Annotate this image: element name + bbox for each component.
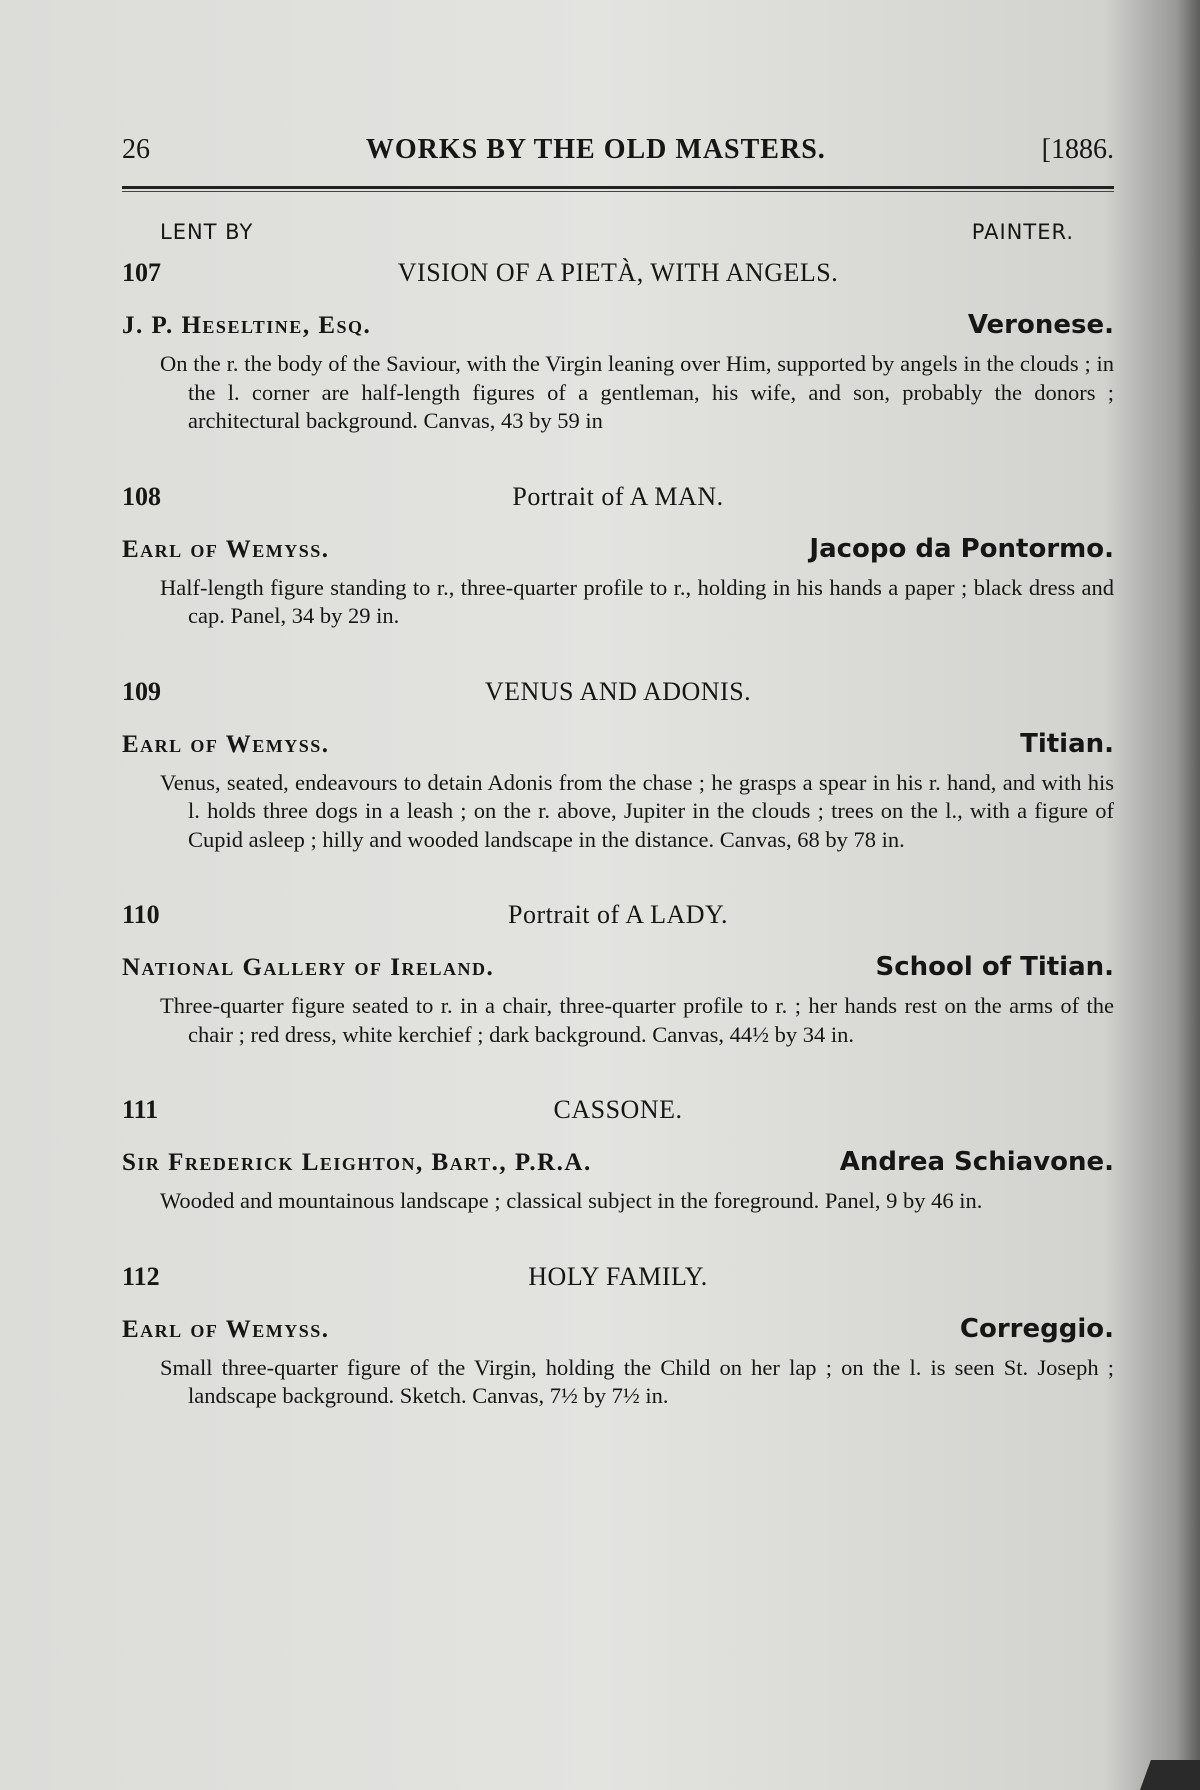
entry-number: 111 xyxy=(122,1095,159,1124)
lender-line xyxy=(122,1147,1114,1177)
entry-heading xyxy=(122,482,1114,522)
catalogue-entry xyxy=(122,677,1114,855)
entry-description: Half-length figure standing to r., three-quarter profile to r., holding in his hands a paper ; black dress and cap. Panel, 34 by 29 in. xyxy=(160,574,1114,628)
painter: Andrea Schiavone. xyxy=(839,1147,1114,1177)
entry-title: Portrait of A LADY. xyxy=(508,900,728,929)
running-head xyxy=(122,134,1114,166)
entry-heading xyxy=(122,900,1114,940)
entry-number: 108 xyxy=(122,481,161,511)
entry-description: Wooded and mountainous landscape ; classical subject in the foreground. Panel, 9 by 46 in. xyxy=(160,1188,983,1213)
year: [1886. xyxy=(1041,134,1114,165)
catalogue-entry xyxy=(122,900,1114,1049)
lender: National Gallery of Ireland. xyxy=(122,954,495,981)
painter-heading: PAINTER. xyxy=(971,220,1074,244)
entry-heading xyxy=(122,1095,1114,1135)
entry-number: 110 xyxy=(122,900,160,929)
painter: School of Titian. xyxy=(875,952,1114,982)
painter: Jacopo da Pontormo. xyxy=(809,533,1114,564)
entry-description: Small three-quarter figure of the Virgin, holding the Child on her lap ; on the l. is seen St. Joseph ; landscape background. Sketch. Canvas, 7½ by 7½ in. xyxy=(160,1354,1114,1408)
page-number: 26 xyxy=(122,134,150,165)
entry-title: HOLY FAMILY. xyxy=(528,1261,708,1291)
entry-heading xyxy=(122,1262,1114,1302)
catalogue-entry xyxy=(122,482,1114,631)
catalogue-entry xyxy=(122,258,1114,436)
lender: Sir Frederick Leighton, Bart., P.R.A. xyxy=(122,1149,592,1176)
header-rule xyxy=(122,186,1114,192)
lender-line xyxy=(122,729,1114,759)
lender-line xyxy=(122,1314,1114,1344)
entry-title: VISION OF A PIETÀ, WITH ANGELS. xyxy=(397,258,839,287)
lent-by-heading: LENT BY xyxy=(160,220,254,244)
entry-description: On the r. the body of the Saviour, with the Virgin leaning over Him, supported by angels in the clouds ; in the l. corner are half-length figures of a gentleman, his wife, and son, probably the donors ; architectural background. Canvas, 43 by 59 in xyxy=(160,351,1114,433)
catalogue-entry xyxy=(122,1095,1114,1216)
entry-heading xyxy=(122,258,1114,298)
painter: Titian. xyxy=(1020,728,1114,759)
column-headings xyxy=(160,220,1074,244)
lender-line xyxy=(122,952,1114,982)
entry-title: VENUS AND ADONIS. xyxy=(484,676,752,706)
entry-heading xyxy=(122,677,1114,717)
entry-number: 109 xyxy=(122,676,161,706)
entry-description: Venus, seated, endeavours to detain Adonis from the chase ; he grasps a spear in his r. hand, and with his l. holds three dogs in a leash ; on the r. above, Jupiter in the clouds ; trees on the l., with a figure of Cupid asleep ; hilly and wooded landscape in the distance. Canvas, 68 by 78 in. xyxy=(160,769,1114,852)
entry-number: 112 xyxy=(122,1261,160,1291)
lender: Earl of Wemyss. xyxy=(122,535,330,563)
painter: Veronese. xyxy=(967,310,1114,340)
lender: J. P. Heseltine, Esq. xyxy=(122,312,372,339)
painter: Correggio. xyxy=(959,1313,1114,1344)
lender-line xyxy=(122,310,1114,340)
lender: Earl of Wemyss. xyxy=(122,1315,330,1343)
lender: Earl of Wemyss. xyxy=(122,730,330,758)
entry-title: CASSONE. xyxy=(553,1095,683,1124)
entry-description: Three-quarter figure seated to r. in a chair, three-quarter profile to r. ; her hands rest on the arms of the chair ; red dress, white kerchief ; dark background. Canvas, 44½ by 34 in. xyxy=(160,993,1114,1047)
page-title: WORKS BY THE OLD MASTERS. xyxy=(365,134,826,165)
entry-number: 107 xyxy=(122,258,161,287)
lender-line xyxy=(122,534,1114,564)
entry-title: Portrait of A MAN. xyxy=(512,481,724,511)
catalogue-entry xyxy=(122,1262,1114,1411)
